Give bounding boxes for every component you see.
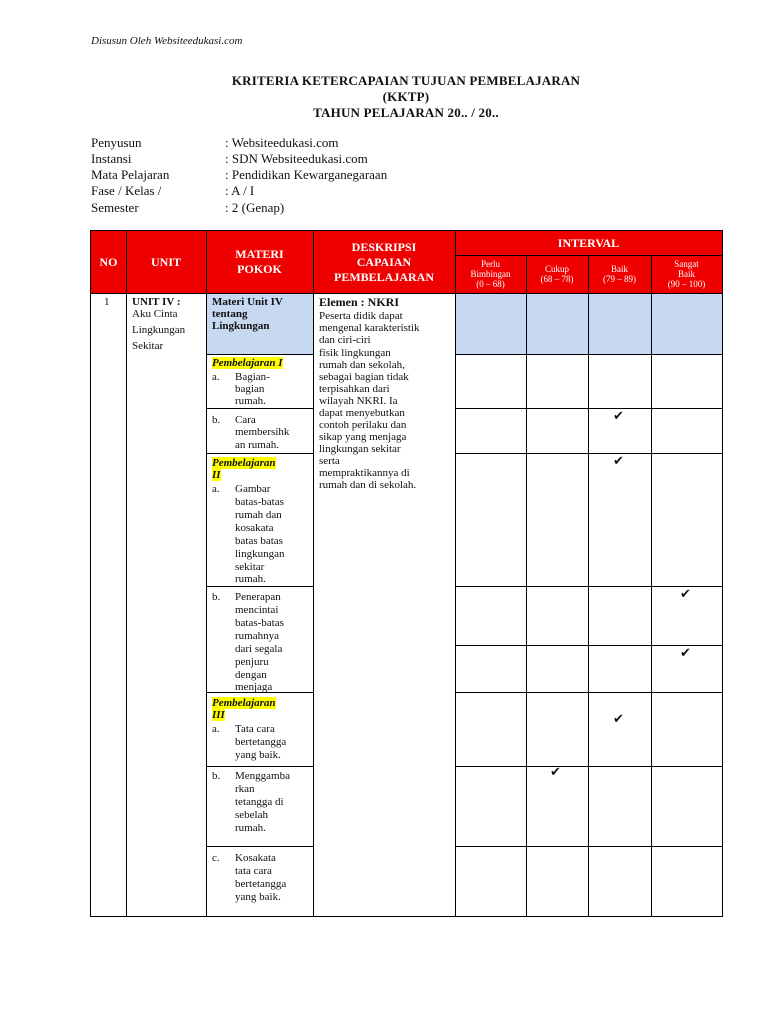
meta-value-fase: : A / I xyxy=(225,183,255,198)
p3-b-letter: b. xyxy=(212,770,221,782)
p2-b-line-4: rumahnya xyxy=(235,630,279,642)
p2-a-line-7: sekitar xyxy=(235,561,265,573)
deskripsi-line-10: contoh perilaku dan xyxy=(319,419,407,431)
p3-c-line-1: Kosakata xyxy=(235,852,276,864)
pembelajaran-1-heading xyxy=(212,357,283,369)
p3-b-line-4: sebelah xyxy=(235,809,268,821)
header-perlu-line1: Perlu xyxy=(481,259,500,269)
header-cukup-line1: Cukup xyxy=(544,264,569,274)
header-unit xyxy=(126,231,206,293)
header-sangat-line3: (90 – 100) xyxy=(667,279,706,289)
header-materi xyxy=(206,231,313,293)
deskripsi-line-12: lingkungan sekitar xyxy=(319,443,401,455)
pembelajaran-3-label-2: III xyxy=(212,709,225,721)
p2-a-line-2: batas-batas xyxy=(235,496,284,508)
deskripsi-line-4: fisik lingkungan xyxy=(319,347,391,359)
header-deskripsi-line2: CAPAIAN xyxy=(356,254,412,269)
deskripsi-line-5: rumah dan sekolah, xyxy=(319,359,405,371)
p2-b-line-7: dengan xyxy=(235,669,267,681)
p2-b-line-3: batas-batas xyxy=(235,617,284,629)
p1-a-line-3: rumah. xyxy=(235,395,266,407)
check-icon: ✔ xyxy=(613,409,624,424)
header-baik-line1: Baik xyxy=(611,264,628,274)
p3-b-line-5: rumah. xyxy=(235,822,266,834)
p2-b-letter: b. xyxy=(212,591,221,603)
pembelajaran-3-label-1: Pembelajaran xyxy=(212,697,276,709)
p1-b-line-3: an rumah. xyxy=(235,439,279,451)
header-materi-line2: POKOK xyxy=(237,262,282,276)
deskripsi-line-2: mengenal karakteristik xyxy=(319,322,420,334)
title-line-3: TAHUN PELAJARAN 20.. / 20.. xyxy=(313,105,499,120)
p3-a-line-3: yang baik. xyxy=(235,749,281,761)
meta-value-instansi: : SDN Websiteedukasi.com xyxy=(225,151,368,166)
meta-value-penyusun: : Websiteedukasi.com xyxy=(225,135,339,150)
p2-a-line-3: rumah dan xyxy=(235,509,282,521)
meta-label-penyusun: Penyusun xyxy=(91,135,142,150)
header-sangat-line1: Sangat xyxy=(674,259,699,269)
header-no xyxy=(91,231,126,293)
p2-a-line-8: rumah. xyxy=(235,573,266,585)
p3-c-line-4: yang baik. xyxy=(235,891,281,903)
check-icon: ✔ xyxy=(550,765,561,780)
deskripsi-line-3: dan ciri-ciri xyxy=(319,334,371,346)
check-icon: ✔ xyxy=(680,646,691,661)
meta-value-mapel: : Pendidikan Kewarganegaraan xyxy=(225,167,388,182)
p2-b-line-6: penjuru xyxy=(235,656,269,668)
header-perlu-bimbingan xyxy=(455,255,526,293)
deskripsi-line-9: dapat menyebutkan xyxy=(319,407,405,419)
pembelajaran-2-label-2: II xyxy=(212,469,221,481)
deskripsi-line-11: sikap yang menjaga xyxy=(319,431,407,443)
check-icon: ✔ xyxy=(613,712,624,727)
p1-a-line-2: bagian xyxy=(235,383,265,395)
header-materi-line1: MATERI xyxy=(235,247,284,261)
p2-a-line-5: batas batas xyxy=(235,535,283,547)
p2-b-line-1: Penerapan xyxy=(235,591,281,603)
header-no-label: NO xyxy=(99,254,118,269)
meta-value-semester: : 2 (Genap) xyxy=(225,200,285,215)
unit-line-1: Aku Cinta xyxy=(132,308,178,320)
header-sangat-baik xyxy=(651,255,722,293)
materi-main-line-2: tentang xyxy=(212,308,248,320)
deskripsi-line-14: mempraktikannya di xyxy=(319,467,410,479)
p2-b-line-8: menjaga xyxy=(235,681,273,693)
deskripsi-line-7: terpisahkan dari xyxy=(319,383,390,395)
p2-b-line-5: dari segala xyxy=(235,643,283,655)
header-note: Disusun Oleh Websiteedukasi.com xyxy=(91,35,243,47)
header-cukup xyxy=(526,255,588,293)
meta-label-instansi: Instansi xyxy=(91,151,132,166)
p1-a-letter: a. xyxy=(212,371,220,383)
p1-b-line-1: Cara xyxy=(235,414,256,426)
header-unit-label: UNIT xyxy=(150,254,181,269)
deskripsi-line-8: wilayah NKRI. Ia xyxy=(319,395,398,407)
unit-line-2: Lingkungan xyxy=(132,324,186,336)
p2-a-line-6: lingkungan xyxy=(235,548,285,560)
header-sangat-line2: Baik xyxy=(678,269,695,279)
pembelajaran-2-label-1: Pembelajaran xyxy=(212,457,276,469)
pembelajaran-1-label: Pembelajaran I xyxy=(212,357,283,369)
header-deskripsi-line3: PEMBELAJARAN xyxy=(333,269,434,284)
p3-c-letter: c. xyxy=(212,852,220,864)
p3-c-line-3: bertetangga xyxy=(235,878,287,890)
elemen-title: Elemen : NKRI xyxy=(319,295,399,309)
title-line-1: KRITERIA KETERCAPAIAN TUJUAN PEMBELAJARAN xyxy=(231,73,581,88)
deskripsi-line-6: sebagai bagian tidak xyxy=(319,371,409,383)
materi-main-line-3: Lingkungan xyxy=(212,320,270,332)
p1-b-line-2: membersihk xyxy=(235,426,290,438)
p1-a-line-1: Bagian- xyxy=(235,371,270,383)
p2-a-line-4: kosakata xyxy=(235,522,274,534)
title-line-2: (KKTP) xyxy=(382,89,430,104)
p2-a-letter: a. xyxy=(212,483,220,495)
p2-b-line-2: mencintai xyxy=(235,604,279,616)
materi-main-line-1: Materi Unit IV xyxy=(212,296,283,308)
header-perlu-line3: (0 – 68) xyxy=(476,279,505,289)
header-cukup-line2: (68 – 78) xyxy=(540,274,574,284)
deskripsi-line-13: serta xyxy=(319,455,340,467)
unit-title: UNIT IV : xyxy=(132,296,181,308)
pembelajaran-3-heading-2 xyxy=(212,709,225,721)
p3-b-line-3: tetangga di xyxy=(235,796,284,808)
header-baik-line2: (79 – 89) xyxy=(603,274,636,284)
meta-label-mapel: Mata Pelajaran xyxy=(91,167,170,182)
p1-b-letter: b. xyxy=(212,414,221,426)
meta-label-semester: Semester xyxy=(91,200,139,215)
p3-c-line-2: tata cara xyxy=(235,865,272,877)
p3-b-line-1: Menggamba xyxy=(235,770,290,782)
unit-line-3: Sekitar xyxy=(132,340,164,352)
pembelajaran-3-heading-1 xyxy=(212,697,276,709)
check-icon: ✔ xyxy=(680,587,691,602)
pembelajaran-2-heading-1 xyxy=(212,457,276,469)
header-interval xyxy=(455,231,722,255)
header-interval-label: INTERVAL xyxy=(557,235,620,250)
p3-a-line-2: bertetangga xyxy=(235,736,287,748)
pembelajaran-2-heading-2 xyxy=(212,469,221,481)
check-icon: ✔ xyxy=(613,454,624,469)
row-number: 1 xyxy=(104,296,110,308)
deskripsi-line-15: rumah dan di sekolah. xyxy=(319,479,417,491)
p3-a-letter: a. xyxy=(212,723,220,735)
p2-a-line-1: Gambar xyxy=(235,483,271,495)
header-deskripsi xyxy=(313,231,455,293)
p3-b-line-2: rkan xyxy=(235,783,255,795)
meta-label-fase: Fase / Kelas / xyxy=(91,183,162,198)
p3-a-line-1: Tata cara xyxy=(235,723,275,735)
header-deskripsi-line1: DESKRIPSI xyxy=(351,239,417,254)
deskripsi-line-1: Peserta didik dapat xyxy=(319,310,403,322)
header-baik xyxy=(588,255,651,293)
header-perlu-line2: Bimbingan xyxy=(470,269,511,279)
